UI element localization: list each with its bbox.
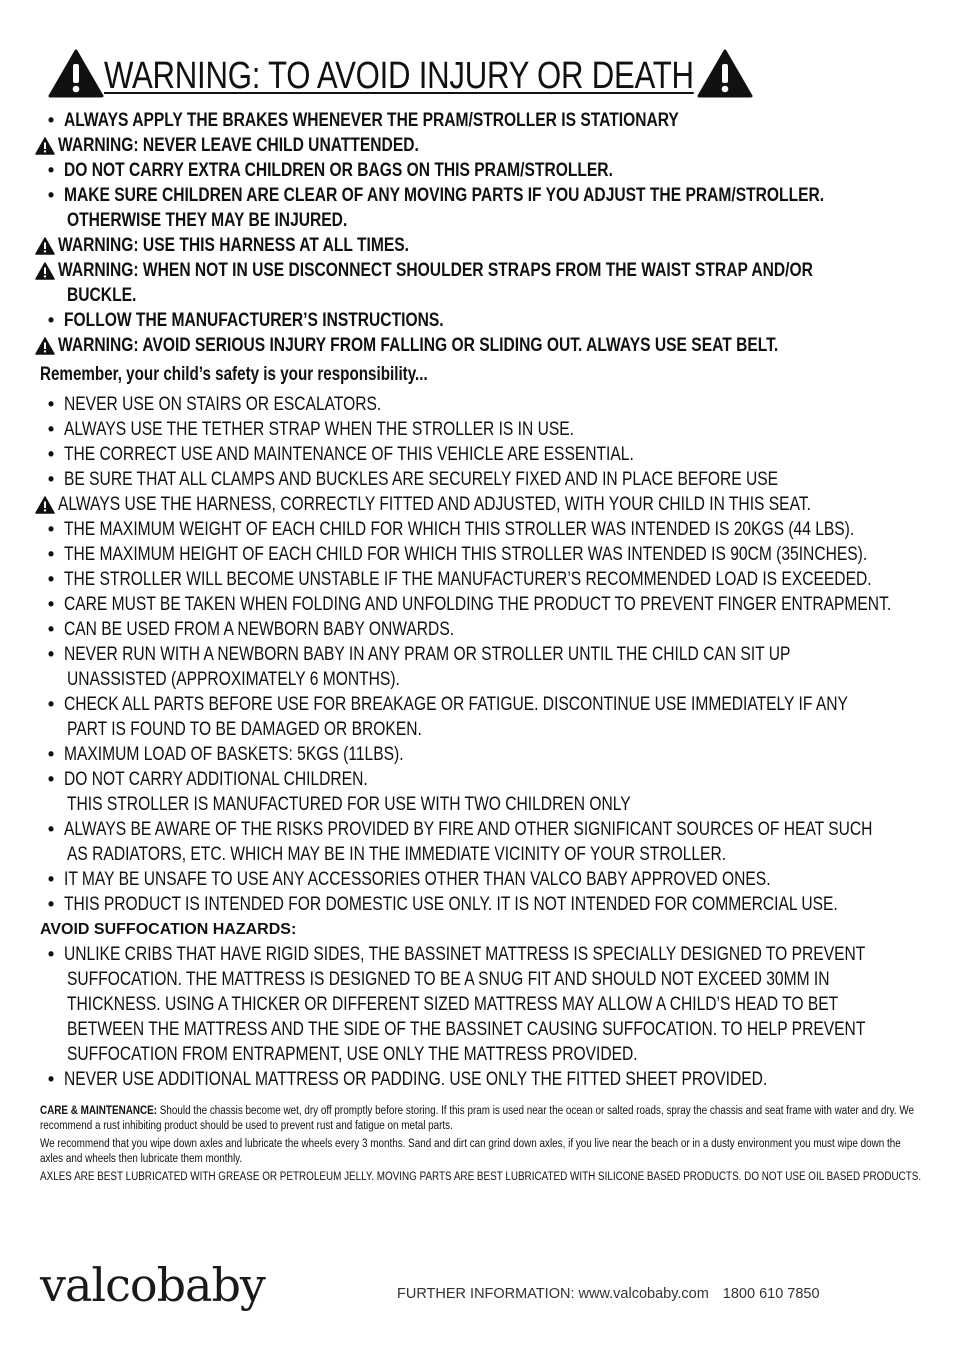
brand-logo: valcobaby	[40, 1258, 265, 1312]
warning-triangle-icon	[32, 337, 58, 355]
instruction-line	[32, 792, 932, 817]
instruction-text: FOLLOW THE MANUFACTURER’S INSTRUCTIONS.	[64, 309, 444, 331]
bullet-icon: •	[47, 544, 55, 564]
care-text-1: Should the chassis become wet, dry off promptly before storing. If this pram is used near the ocean or salted roads, spray the chassis and seat frame with water and dry. We recommend a rust inhibiting product should be used to prevent rust and fatigue on metal parts.	[40, 1105, 915, 1132]
warning-triangle-icon	[697, 49, 753, 104]
instruction-text: THE STROLLER WILL BECOME UNSTABLE IF THE MANUFACTURER’S RECOMMENDED LOAD IS EXCEEDED.	[64, 568, 872, 590]
bullet-icon: •	[47, 310, 55, 330]
instruction-text: DO NOT CARRY ADDITIONAL CHILDREN.	[64, 768, 368, 790]
instruction-line	[32, 867, 932, 892]
instruction-line	[32, 642, 932, 667]
instruction-text: IT MAY BE UNSAFE TO USE ANY ACCESSORIES OTHER THAN VALCO BABY APPROVED ONES.	[64, 868, 771, 890]
instruction-text: ALWAYS USE THE HARNESS, CORRECTLY FITTED AND ADJUSTED, WITH YOUR CHILD IN THIS SEAT.	[58, 493, 811, 515]
bullet-icon: •	[47, 894, 55, 914]
instruction-list	[32, 108, 932, 1092]
instruction-text: ALWAYS APPLY THE BRAKES WHENEVER THE PRAM/STROLLER IS STATIONARY	[64, 109, 679, 131]
instruction-line	[32, 842, 932, 867]
bullet-icon: •	[47, 769, 55, 789]
warning-triangle-icon	[32, 237, 58, 255]
instruction-text: WARNING: NEVER LEAVE CHILD UNATTENDED.	[58, 134, 419, 156]
warning-triangle-icon	[32, 496, 58, 514]
instruction-text: CAN BE USED FROM A NEWBORN BABY ONWARDS.	[64, 618, 455, 640]
instruction-text: MAKE SURE CHILDREN ARE CLEAR OF ANY MOVING PARTS IF YOU ADJUST THE PRAM/STROLLER.	[64, 184, 825, 206]
instruction-text: NEVER USE ADDITIONAL MATTRESS OR PADDING. USE ONLY THE FITTED SHEET PROVIDED.	[64, 1068, 768, 1090]
instruction-text: THE CORRECT USE AND MAINTENANCE OF THIS VEHICLE ARE ESSENTIAL.	[64, 443, 634, 465]
instruction-line	[32, 133, 932, 158]
warning-title	[48, 50, 908, 102]
instruction-line	[32, 667, 932, 692]
bullet-icon: •	[47, 1069, 55, 1089]
instruction-line	[32, 358, 932, 392]
instruction-line	[32, 308, 932, 333]
instruction-line	[32, 283, 932, 308]
instruction-text: THE MAXIMUM WEIGHT OF EACH CHILD FOR WHICH THIS STROLLER WAS INTENDED IS 20KGS (44 LBS).	[64, 518, 855, 540]
bullet-icon: •	[47, 444, 55, 464]
instruction-line	[32, 258, 932, 283]
warning-triangle-icon	[48, 49, 104, 104]
care-paragraph-2: We recommend that you wipe down axles and lubricate the wheels every 3 months. Sand and dirt can grind down axles, if you live near the beach or in a dusty environment you must wipe down the axles and wheels then lubricate them monthly.	[40, 1138, 901, 1165]
instruction-text: AS RADIATORS, ETC. WHICH MAY BE IN THE IMMEDIATE VICINITY OF YOUR STROLLER.	[67, 843, 727, 865]
bullet-icon: •	[47, 110, 55, 130]
instruction-text: BUCKLE.	[67, 284, 137, 306]
instruction-line	[32, 717, 932, 742]
instruction-line	[32, 233, 932, 258]
care-label: CARE & MAINTENANCE:	[40, 1105, 158, 1117]
instruction-text: CHECK ALL PARTS BEFORE USE FOR BREAKAGE OR FATIGUE. DISCONTINUE USE IMMEDIATELY IF ANY	[64, 693, 848, 715]
instruction-line	[32, 617, 932, 642]
warning-triangle-icon	[32, 262, 58, 280]
instruction-line	[32, 692, 932, 717]
bullet-icon: •	[47, 419, 55, 439]
page-title: WARNING: TO AVOID INJURY OR DEATH	[104, 54, 694, 97]
bullet-icon: •	[47, 185, 55, 205]
bullet-icon: •	[47, 744, 55, 764]
instruction-text: WARNING: USE THIS HARNESS AT ALL TIMES.	[58, 234, 410, 256]
care-paragraph-3: AXLES ARE BEST LUBRICATED WITH GREASE OR PETROLEUM JELLY. MOVING PARTS ARE BEST LUBRICATED WITH SILICONE BASED PRODUCTS. DO NOT USE OIL BASED PRODUCTS.	[40, 1171, 922, 1183]
instruction-line	[32, 817, 932, 842]
footer-phone: 1800 610 7850	[722, 1286, 820, 1302]
instruction-line	[32, 917, 932, 942]
instruction-line	[32, 542, 932, 567]
instruction-line	[32, 942, 932, 967]
bullet-icon: •	[47, 694, 55, 714]
instruction-line	[32, 742, 932, 767]
instruction-text: SUFFOCATION. THE MATTRESS IS DESIGNED TO BE A SNUG FIT AND SHOULD NOT EXCEED 30MM IN	[67, 968, 830, 990]
instruction-text: MAXIMUM LOAD OF BASKETS: 5KGS (11LBS).	[64, 743, 404, 765]
bullet-icon: •	[47, 944, 55, 964]
instruction-line	[32, 892, 932, 917]
bullet-icon: •	[47, 619, 55, 639]
instruction-line	[32, 392, 932, 417]
instruction-text: NEVER USE ON STAIRS OR ESCALATORS.	[64, 393, 382, 415]
instruction-line	[32, 967, 932, 992]
instruction-text: AVOID SUFFOCATION HAZARDS:	[40, 921, 297, 938]
instruction-text: WARNING: AVOID SERIOUS INJURY FROM FALLING OR SLIDING OUT. ALWAYS USE SEAT BELT.	[58, 334, 779, 356]
instruction-line	[32, 1042, 932, 1067]
bullet-icon: •	[47, 819, 55, 839]
instruction-line	[32, 992, 932, 1017]
instruction-text: OTHERWISE THEY MAY BE INJURED.	[67, 209, 348, 231]
footer-info: FURTHER INFORMATION: www.valcobaby.com	[397, 1286, 709, 1302]
instruction-line	[32, 158, 932, 183]
instruction-line	[32, 208, 932, 233]
instruction-line	[32, 417, 932, 442]
bullet-icon: •	[47, 519, 55, 539]
instruction-text: THE MAXIMUM HEIGHT OF EACH CHILD FOR WHICH THIS STROLLER WAS INTENDED IS 90CM (35INCHES).	[64, 543, 868, 565]
instruction-line	[32, 517, 932, 542]
instruction-text: ALWAYS USE THE TETHER STRAP WHEN THE STROLLER IS IN USE.	[64, 418, 574, 440]
instruction-text: BETWEEN THE MATTRESS AND THE SIDE OF THE BASSINET CAUSING SUFFOCATION. TO HELP PREVENT	[67, 1018, 866, 1040]
instruction-line	[32, 1067, 932, 1092]
bullet-icon: •	[47, 644, 55, 664]
instruction-text: NEVER RUN WITH A NEWBORN BABY IN ANY PRAM OR STROLLER UNTIL THE CHILD CAN SIT UP	[64, 643, 791, 665]
instruction-line	[32, 467, 932, 492]
instruction-text: CARE MUST BE TAKEN WHEN FOLDING AND UNFOLDING THE PRODUCT TO PREVENT FINGER ENTRAPMENT.	[64, 593, 892, 615]
warning-triangle-icon	[32, 137, 58, 155]
instruction-line	[32, 183, 932, 208]
instruction-text: THIS PRODUCT IS INTENDED FOR DOMESTIC USE ONLY. IT IS NOT INTENDED FOR COMMERCIAL USE.	[64, 893, 838, 915]
instruction-line	[32, 592, 932, 617]
instruction-text: BE SURE THAT ALL CLAMPS AND BUCKLES ARE SECURELY FIXED AND IN PLACE BEFORE USE	[64, 468, 779, 490]
instruction-text: ALWAYS BE AWARE OF THE RISKS PROVIDED BY FIRE AND OTHER SIGNIFICANT SOURCES OF HEAT SUCH	[64, 818, 873, 840]
instruction-line	[32, 333, 932, 358]
instruction-text: DO NOT CARRY EXTRA CHILDREN OR BAGS ON THIS PRAM/STROLLER.	[64, 159, 613, 181]
footer	[397, 1286, 820, 1302]
instruction-line	[32, 108, 932, 133]
bullet-icon: •	[47, 469, 55, 489]
instruction-line	[32, 567, 932, 592]
instruction-line	[32, 492, 932, 517]
instruction-text: WARNING: WHEN NOT IN USE DISCONNECT SHOULDER STRAPS FROM THE WAIST STRAP AND/OR	[58, 259, 813, 281]
instruction-text: SUFFOCATION FROM ENTRAPMENT, USE ONLY THE MATTRESS PROVIDED.	[67, 1043, 638, 1065]
instruction-text: UNASSISTED (APPROXIMATELY 6 MONTHS).	[67, 668, 400, 690]
bullet-icon: •	[47, 594, 55, 614]
bullet-icon: •	[47, 160, 55, 180]
care-maintenance	[40, 1104, 930, 1188]
instruction-line	[32, 1017, 932, 1042]
instruction-line	[32, 442, 932, 467]
bullet-icon: •	[47, 394, 55, 414]
instruction-line	[32, 767, 932, 792]
care-paragraph-1	[40, 1104, 926, 1134]
instruction-text: Remember, your child’s safety is your responsibility...	[40, 364, 428, 385]
instruction-text: UNLIKE CRIBS THAT HAVE RIGID SIDES, THE BASSINET MATTRESS IS SPECIALLY DESIGNED TO PREVENT	[64, 943, 866, 965]
instruction-text: PART IS FOUND TO BE DAMAGED OR BROKEN.	[67, 718, 422, 740]
bullet-icon: •	[47, 869, 55, 889]
instruction-text: THIS STROLLER IS MANUFACTURED FOR USE WITH TWO CHILDREN ONLY	[67, 793, 631, 815]
bullet-icon: •	[47, 569, 55, 589]
instruction-text: THICKNESS. USING A THICKER OR DIFFERENT SIZED MATTRESS MAY ALLOW A CHILD’S HEAD TO BET	[67, 993, 839, 1015]
